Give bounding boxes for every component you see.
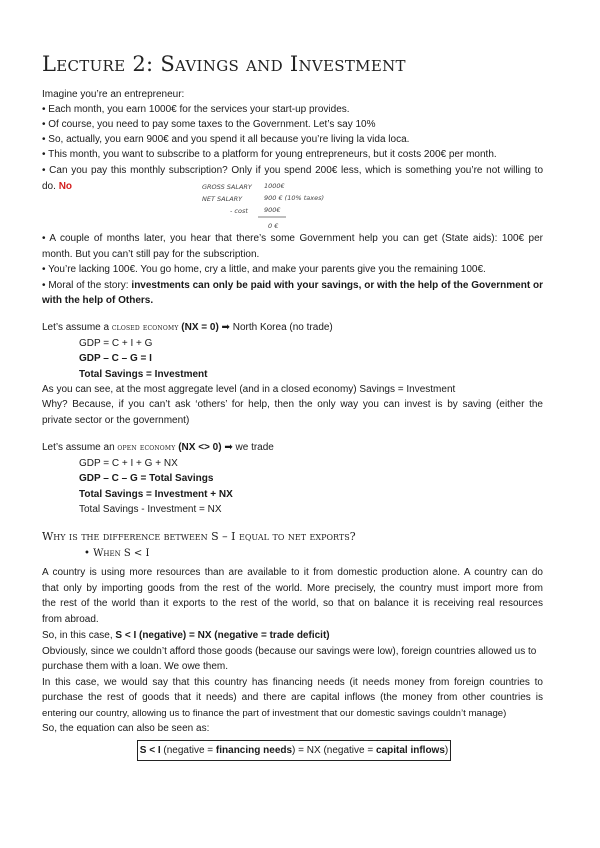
bullet-question-end: [42, 180, 72, 193]
intro-line: Imagine you’re an entrepreneur:: [42, 89, 185, 100]
paragraph-line: So, the equation can also be seen as:: [42, 723, 210, 734]
hw-result: 0 €: [268, 222, 279, 230]
text: Let’s assume a: [42, 322, 112, 333]
open-economy-term: open economy: [117, 443, 176, 453]
subheading: • When S < I: [84, 548, 150, 559]
equation: GDP = C + I + G: [79, 338, 153, 349]
hw-gross-label: GROSS SALARY: [202, 183, 252, 191]
bullet-earn: • Each month, you earn 1000€ for the services your start-up provides.: [42, 104, 350, 115]
moral-bold-end: with the help of Others.: [42, 295, 154, 306]
page-title: Lecture 2: Savings and Investment: [42, 52, 406, 76]
case-statement: [42, 629, 330, 642]
equation: Total Savings - Investment = NX: [79, 504, 222, 515]
text: ➡ North Korea (no trade): [218, 322, 333, 333]
paragraph-line: purchase the rest of goods that it needs) and there are capital inflows (the money from other countries is: [42, 692, 543, 703]
text: Let’s assume an: [42, 442, 118, 453]
equation: Total Savings = Investment + NX: [79, 489, 233, 500]
answer-no: No: [58, 181, 73, 192]
bullet-spend: • So, actually, you earn 900€ and you spend it all because you’re living la vida loca.: [42, 134, 410, 145]
equation: GDP = C + I + G + NX: [79, 458, 178, 469]
hw-gross-value: 1000€: [264, 182, 285, 190]
bullet-taxes: • Of course, you need to pay some taxes to the Government. Let’s say 10%: [42, 119, 376, 130]
open-economy-line: [42, 441, 274, 455]
bullet-lacking: • You’re lacking 100€. You go home, cry a little, and make your parents give you the remaining 100€.: [42, 264, 486, 275]
hw-net-value: 900 € (10% taxes): [264, 194, 325, 202]
closed-summary: As you can see, at the most aggregate level (and in a closed economy) Savings = Investment: [42, 384, 456, 395]
paragraph-line: entering our country, allowing us to finance the part of investment that our domestic savings couldn’t manage): [42, 708, 507, 719]
section-heading: Why is the difference between S – I equal to net exports?: [42, 530, 356, 543]
condition: (NX = 0): [178, 322, 219, 333]
paragraph-line: the rest of the world than it exports to the rest of the world, so that on balance it is receiving real resources: [42, 598, 543, 609]
paragraph-line: In this case, we would say that this country has financing needs (it needs money from foreign countries to: [42, 677, 543, 688]
hw-net-label: NET SALARY: [202, 195, 243, 203]
bullet-subscribe: • This month, you want to subscribe to a platform for young entrepreneurs, but it costs 200€ per month.: [42, 149, 497, 160]
box-text: (negative =: [160, 745, 216, 756]
paragraph-line: Obviously, since we couldn’t afford those goods (because our savings were low), foreign countries allowed us to: [42, 646, 537, 657]
handwritten-calculation: [200, 180, 326, 232]
equation: Total Savings = Investment: [79, 369, 208, 380]
equation: GDP – C – G = Total Savings: [79, 473, 214, 484]
hw-cost-value: 900€: [264, 206, 281, 214]
moral-bold: investments can only be paid with your savings, or with the help of the Government or: [131, 280, 544, 291]
paragraph-line: purchase them with a loan. We owe them.: [42, 661, 229, 672]
closed-economy-term: closed economy: [111, 323, 179, 333]
closed-why-end: private sector or the government): [42, 415, 190, 426]
box-text: ) = NX (negative =: [292, 745, 376, 756]
bullet-moral: [42, 279, 543, 292]
case-bold: S < I (negative) = NX (negative = trade deficit): [115, 630, 330, 641]
text: So, in this case,: [42, 630, 116, 641]
text: • Moral of the story:: [42, 280, 132, 291]
paragraph-line: A country is using more resources than are available to it from domestic production alone. A country can do: [42, 567, 543, 578]
boxed-equation: [137, 740, 451, 761]
closed-why: Why? Because, if you can’t ask ‘others’ for help, then the only way you can invest is by saving (either the: [42, 399, 543, 410]
box-financing: financing needs: [215, 745, 293, 756]
hw-cost-label: - cost: [230, 207, 248, 215]
text: ➡ we trade: [221, 442, 274, 453]
box-text: ): [444, 745, 449, 756]
bullet-question: • Can you pay this monthly subscription? Only if you spend 200€ less, which is something you’re not willing to: [42, 165, 543, 176]
text: do.: [42, 181, 59, 192]
equation: GDP – C – G = I: [79, 353, 152, 364]
paragraph-line: from abroad.: [42, 614, 99, 625]
bullet-aid-end: month. But you can’t still pay for the subscription.: [42, 249, 260, 260]
condition: (NX <> 0): [175, 442, 222, 453]
closed-economy-line: [42, 321, 333, 335]
box-s: S < I: [139, 745, 161, 756]
bullet-aid: • A couple of months later, you hear that there’s some Government help you can get (State aids): 100€ per: [42, 233, 543, 244]
paragraph-line: that only by importing goods from the rest of the world. More precisely, the country must import more from: [42, 583, 543, 594]
box-capital: capital inflows: [375, 745, 445, 756]
